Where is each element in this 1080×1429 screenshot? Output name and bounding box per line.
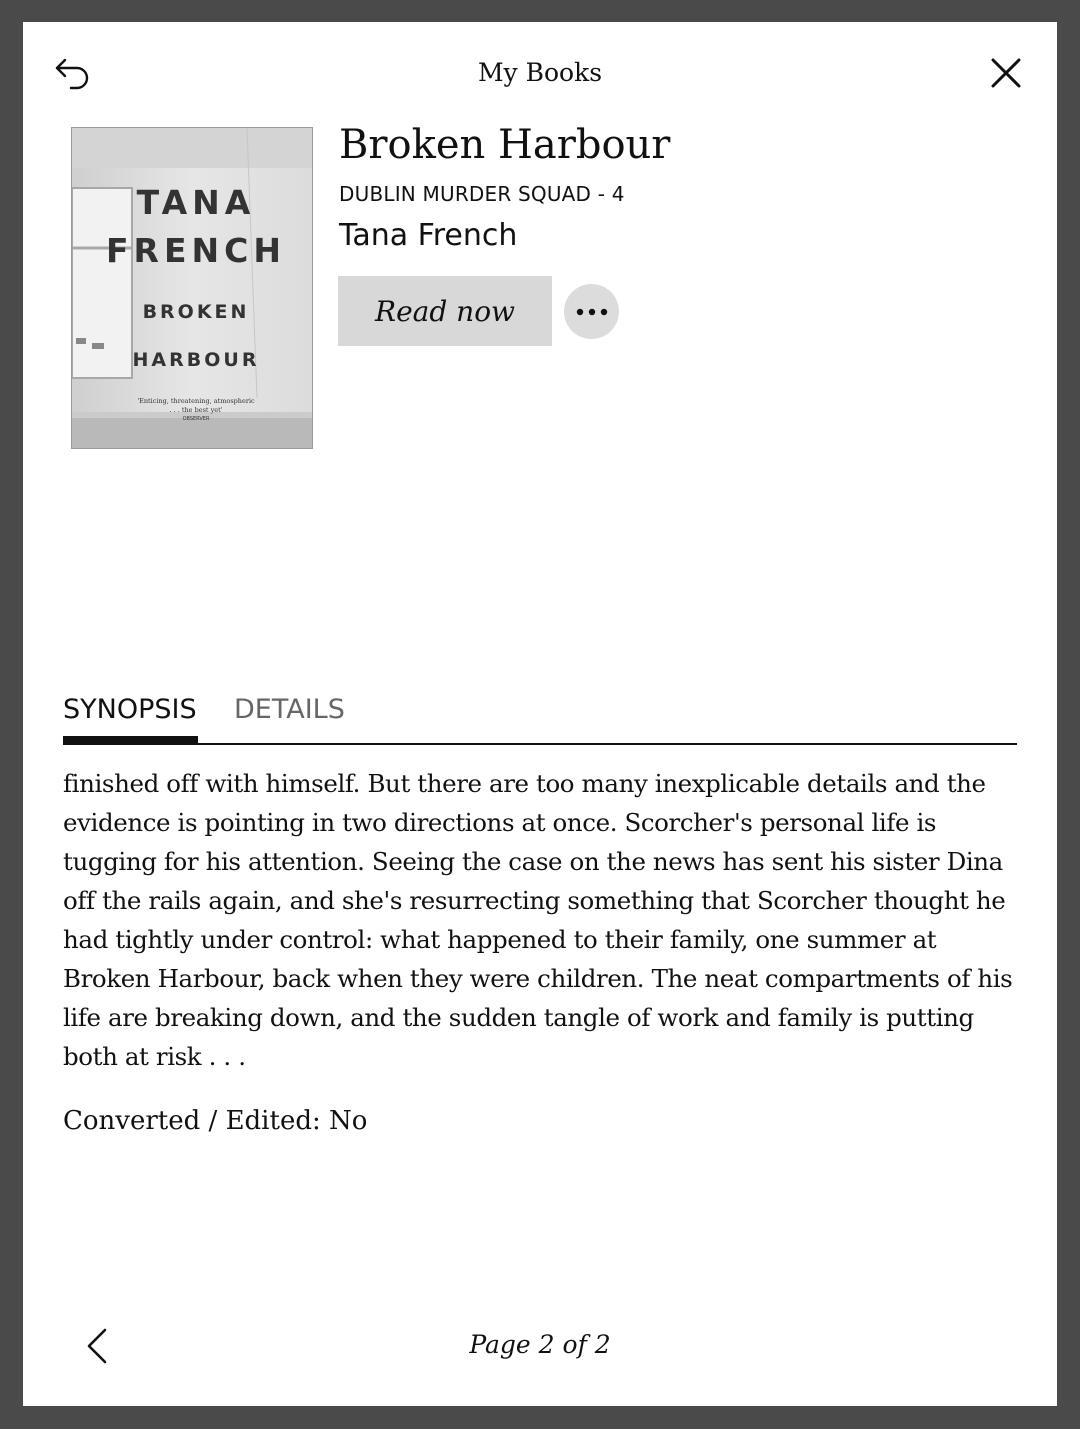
tab-divider (63, 743, 1017, 745)
active-tab-indicator (63, 736, 198, 744)
converted-edited-status: Converted / Edited: No (63, 1106, 368, 1136)
book-details-panel (23, 22, 1057, 1406)
close-icon[interactable] (989, 56, 1023, 90)
book-cover[interactable] (71, 127, 313, 449)
cover-quote-source: OBSERVER (182, 416, 210, 422)
synopsis-text: finished off with himself. But there are too many inexplicable details and the evidence is pointing in two directions at once. Scorcher's personal life is tugging for his attention. Seeing the case on the news has sent his sister Dina off the rails again, and she's resurrecting something that Scorcher thought he had tightly under control: what happened to their family, one summer at Broken Harbour, back when they were children. The neat compartments of his life are breaking down, and the sudden tangle of work and family is putting both at risk . . . (63, 769, 1013, 1071)
page-indicator: Page 2 of 2 (469, 1330, 611, 1359)
cover-author-line2: FRENCH (106, 231, 286, 270)
cover-title-line2: HARBOUR (132, 349, 260, 371)
more-options-button[interactable] (564, 284, 619, 339)
cover-title-line1: BROKEN (142, 301, 250, 323)
cover-quote-line1: 'Enticing, threatening, atmospheric (137, 397, 255, 405)
header-title: My Books (477, 58, 603, 87)
read-now-button[interactable]: Read now (338, 276, 552, 346)
ellipsis-icon (576, 308, 608, 316)
cover-author-line1: TANA (136, 183, 256, 222)
series-label[interactable]: DUBLIN MURDER SQUAD - 4 (339, 182, 625, 206)
book-title: Broken Harbour (339, 122, 671, 168)
author-name[interactable]: Tana French (339, 218, 518, 253)
cover-quote-line2: . . . the best yet' (169, 406, 223, 414)
tab-bar (63, 690, 1017, 746)
tab-synopsis[interactable]: SYNOPSIS (63, 694, 197, 725)
tab-details[interactable]: DETAILS (234, 694, 345, 725)
